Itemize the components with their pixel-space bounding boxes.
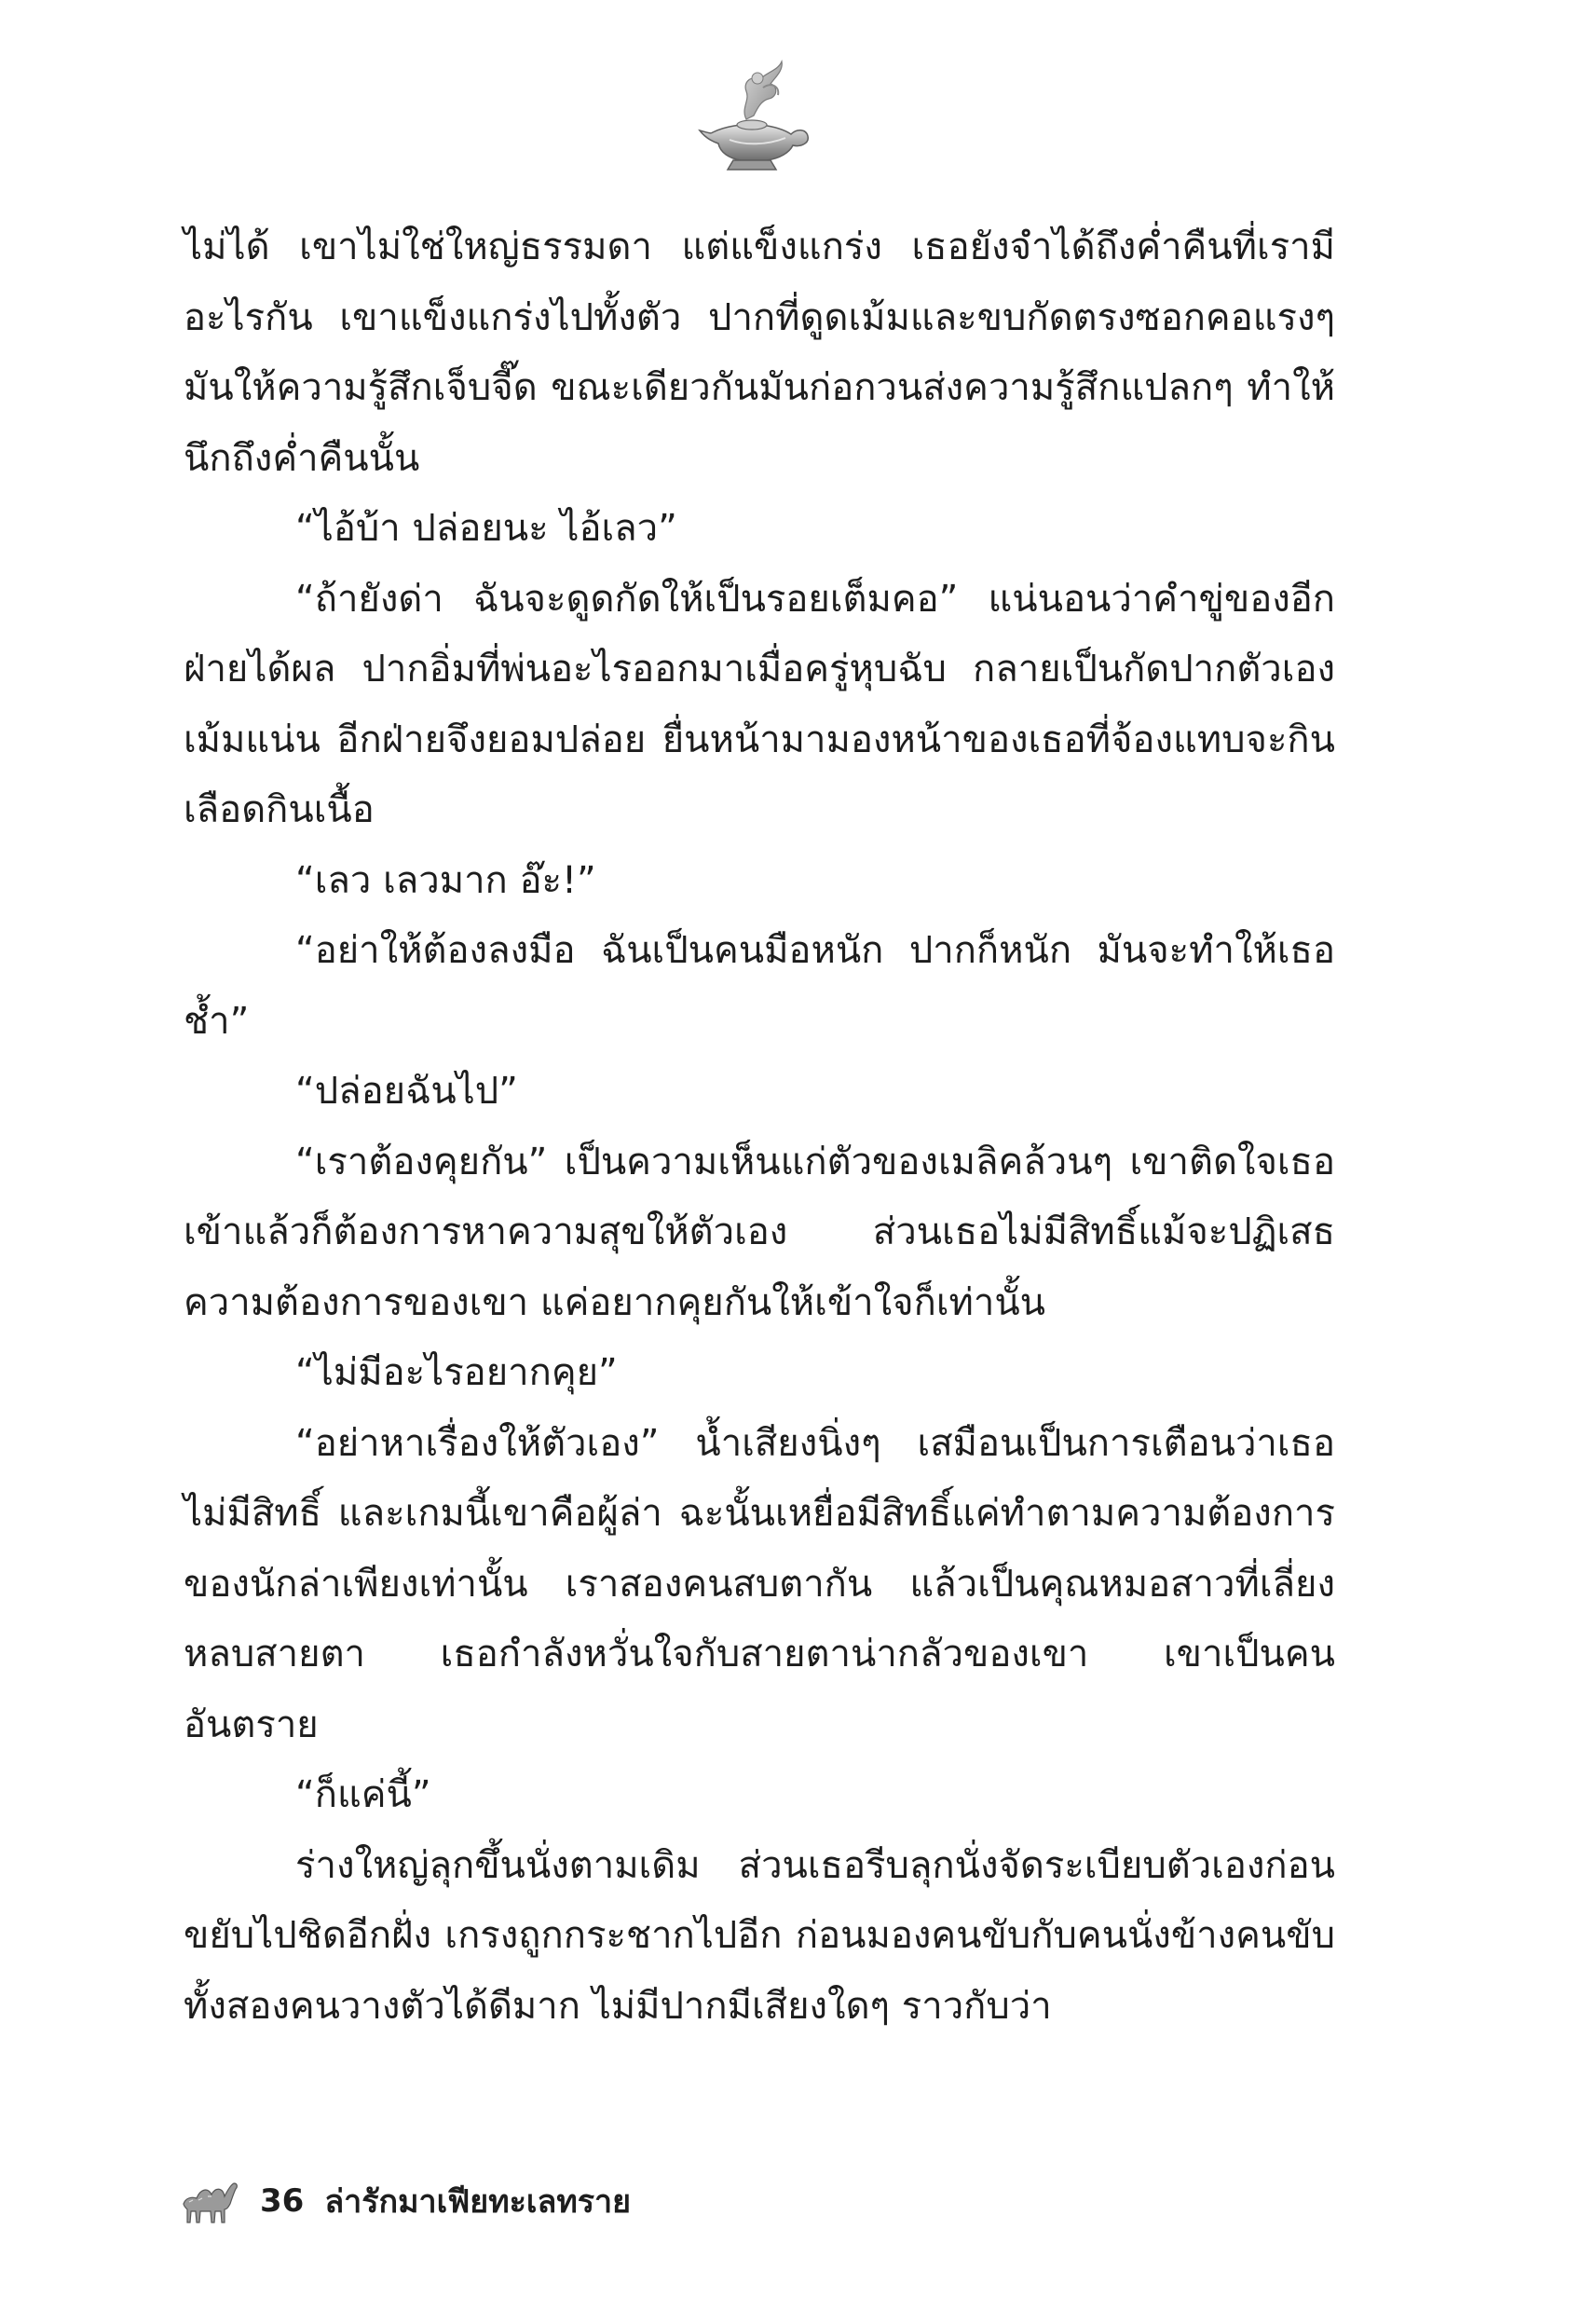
page-number: 36 [260,2182,305,2220]
body-text [184,212,1335,2149]
camel-icon [180,2176,239,2226]
page-footer [180,2171,631,2231]
paragraph: “ถ้ายังด่า ฉันจะดูดกัดให้เป็นรอยเต็มคอ” แน่นอนว่าคำขู่ของอีกฝ่ายได้ผล ปากอิ่มที่พ่นอะไรออกมาเมื่อครู่หุบฉับ กลายเป็นกัดปากตัวเองเม้มแน่น อีกฝ่ายจึงยอมปล่อย ยื่นหน้ามามองหน้าของเธอที่จ้องแทบจะกินเลือดกินเนื้อ [184,577,1335,831]
dialogue-line: “ก็แค่นี้” [295,1773,431,1816]
book-title: ล่ารักมาเฟียทะเลทราย [324,2183,632,2221]
paragraph: “อย่าหาเรื่องให้ตัวเอง” น้ำเสียงนิ่งๆ เสมือนเป็นการเตือนว่าเธอไม่มีสิทธิ์ และเกมนี้เขาคือผู้ล่า ฉะนั้นเหยื่อมีสิทธิ์แค่ทำตามความต้องการของนักล่าเพียงเท่านั้น เราสองคนสบตากัน แล้วเป็นคุณหมอสาวที่เลี่ยงหลบสายตา เธอกำลังหวั่นใจกับสายตาน่ากลัวของเขา เขาเป็นคนอันตราย [184,1421,1335,1746]
paragraph: ไม่ได้ เขาไม่ใช่ใหญ่ธรรมดา แต่แข็งแกร่ง เธอยังจำได้ถึงค่ำคืนที่เรามีอะไรกัน เขาแข็งแกร่งไปทั้งตัว ปากที่ดูดเม้มและขบกัดตรงซอกคอแรงๆ มันให้ความรู้สึกเจ็บจี๊ด ขณะเดียวกันมันก่อกวนส่งความรู้สึกแปลกๆ ทำให้นึกถึงค่ำคืนนั้น [184,226,1335,480]
paragraph: ร่างใหญ่ลุกขึ้นนั่งตามเดิม ส่วนเธอรีบลุกนั่งจัดระเบียบตัวเองก่อนขยับไปชิดอีกฝั่ง เกรงถูกกระชากไปอีก ก่อนมองคนขับกับคนนั่งข้างคนขับ ทั้งสองคนวางตัวได้ดีมาก ไม่มีปากมีเสียงใดๆ ราวกับว่า [184,1843,1335,2028]
dialogue-line: “ปล่อยฉันไป” [295,1070,518,1113]
dialogue-line: “เลว เลวมาก อ๊ะ!” [295,858,596,902]
paragraph: “อย่าให้ต้องลงมือ ฉันเป็นคนมือหนัก ปากก็หนัก มันจะทำให้เธอช้ำ” [184,929,1335,1043]
paragraph: “เราต้องคุยกัน” เป็นความเห็นแก่ตัวของเมลิคล้วนๆ เขาติดใจเธอเข้าแล้วก็ต้องการหาความสุขให้ตัวเอง ส่วนเธอไม่มีสิทธิ์แม้จะปฏิเสธความต้องการของเขา แค่อยากคุยกันให้เข้าใจก็เท่านั้น [184,1140,1335,1324]
dialogue-line: “ไม่มีอะไรอยากคุย” [295,1351,618,1394]
genie-lamp-icon [692,54,813,175]
dialogue-line: “ไอ้บ้า ปล่อยนะ ไอ้เลว” [295,507,677,550]
